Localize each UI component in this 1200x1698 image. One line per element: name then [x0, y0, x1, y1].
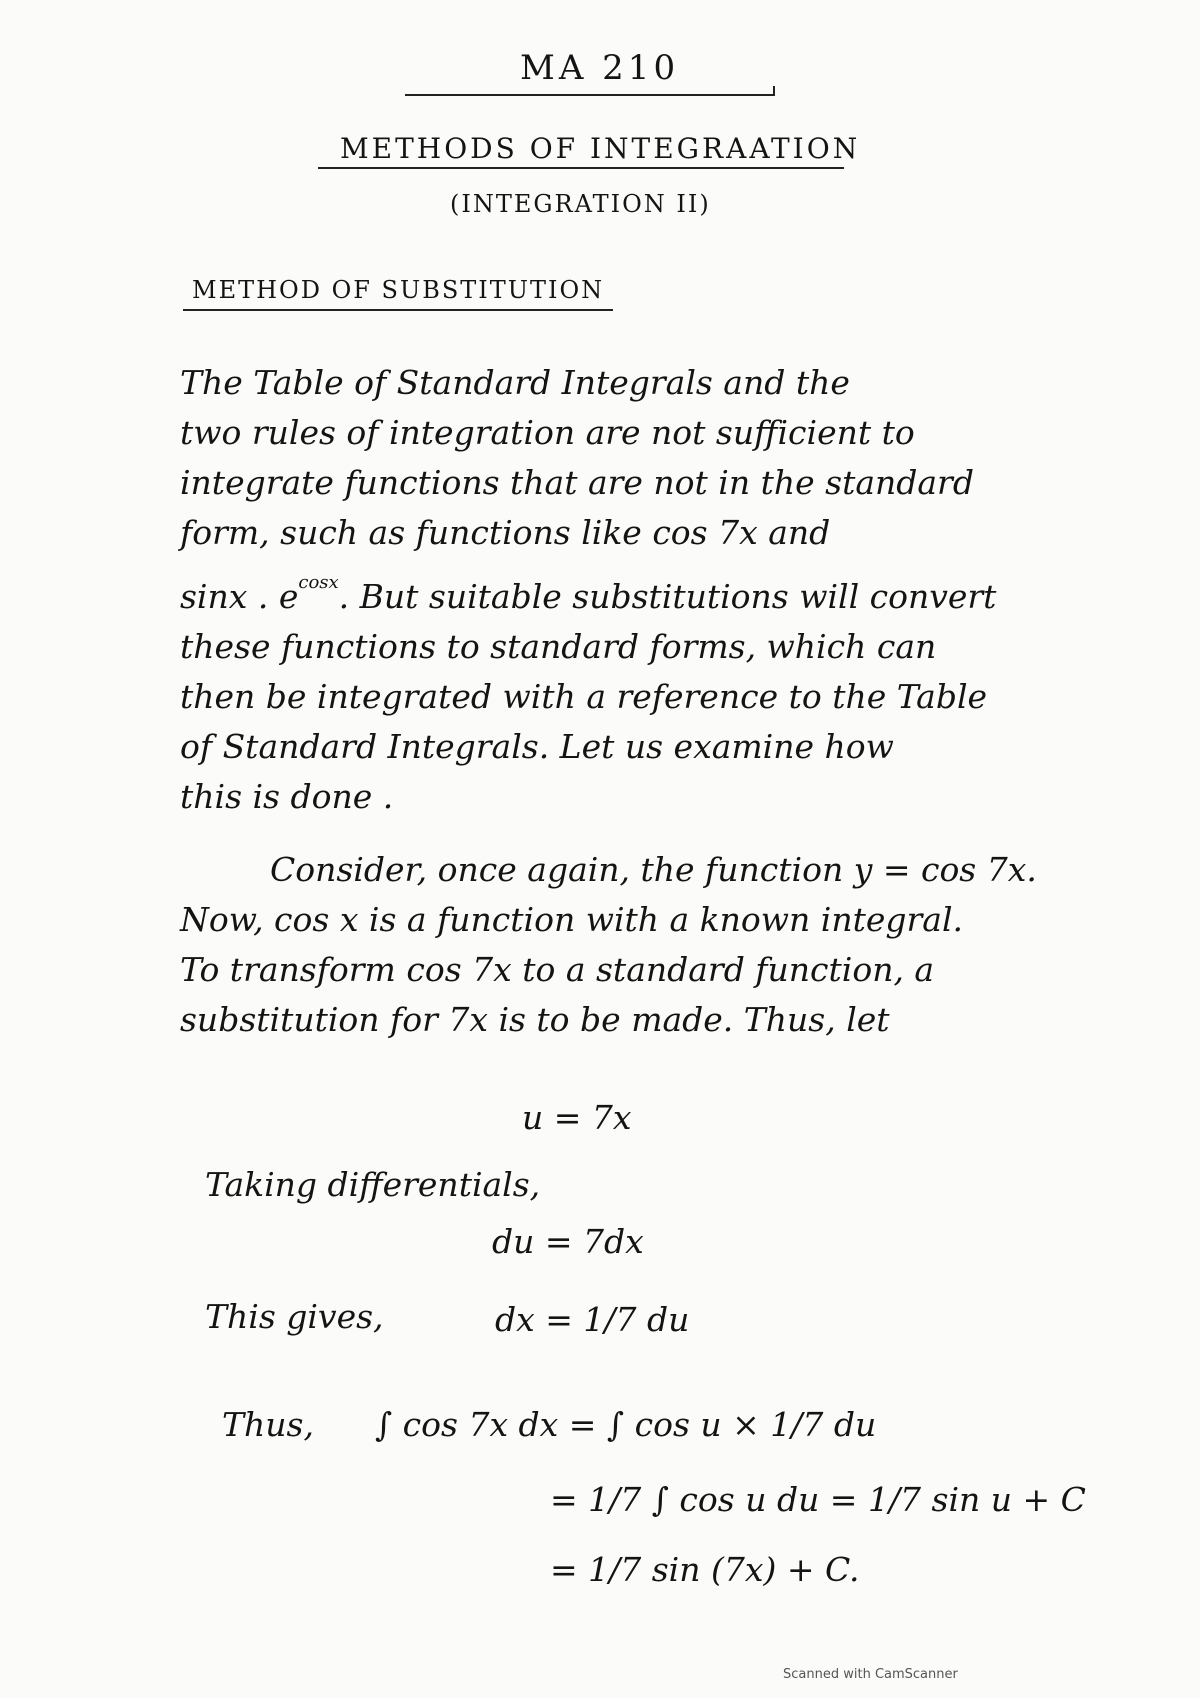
differential-equation: du = 7dx	[492, 1222, 644, 1261]
integral-step-3: = 1/7 sin (7x) + C.	[550, 1550, 860, 1589]
paragraph-line: substitution for 7x is to be made. Thus, let	[180, 1000, 890, 1039]
expression-base: sinx . e	[180, 577, 299, 616]
paragraph-line: To transform cos 7x to a standard function, a	[180, 950, 935, 989]
paragraph-line: of Standard Integrals. Let us examine how	[180, 727, 894, 766]
this-gives-label: This gives,	[205, 1297, 384, 1336]
paragraph-line: form, such as functions like cos 7x and	[180, 513, 831, 552]
page-subtitle: (INTEGRATION II)	[450, 190, 711, 218]
integral-step-1: ∫ cos 7x dx = ∫ cos u × 1/7 du	[375, 1405, 877, 1444]
paragraph-line: this is done .	[180, 777, 394, 816]
section-underline	[183, 309, 613, 311]
paragraph-line: then be integrated with a reference to the Table	[180, 677, 988, 716]
taking-differentials-label: Taking differentials,	[205, 1165, 541, 1204]
course-code: MA 210	[520, 48, 680, 88]
thus-label: Thus,	[222, 1405, 314, 1444]
line-continuation: . But suitable substitutions will convert	[338, 577, 997, 616]
course-underline	[405, 94, 775, 96]
paragraph-line: Consider, once again, the function y = cos 7x.	[270, 850, 1037, 889]
course-underline-tick	[773, 86, 775, 95]
dx-equation: dx = 1/7 du	[495, 1300, 690, 1339]
section-heading: METHOD OF SUBSTITUTION	[192, 276, 605, 304]
scanner-watermark: Scanned with CamScanner	[783, 1667, 958, 1682]
paragraph-line-with-exponent	[180, 558, 1110, 622]
paragraph-consider	[180, 845, 1110, 1045]
title-underline	[318, 167, 844, 169]
exponent-superscript: cosx	[298, 572, 339, 593]
page-title: METHODS OF INTEGRAATION	[340, 132, 861, 165]
integral-step-2: = 1/7 ∫ cos u du = 1/7 sin u + C	[550, 1480, 1086, 1519]
paragraph-line: two rules of integration are not sufficient to	[180, 413, 915, 452]
substitution-equation: u = 7x	[522, 1098, 632, 1137]
paragraph-intro	[180, 358, 1110, 822]
paragraph-line: The Table of Standard Integrals and the	[180, 363, 850, 402]
paragraph-line: these functions to standard forms, which can	[180, 627, 937, 666]
paragraph-line: integrate functions that are not in the standard	[180, 463, 974, 502]
paragraph-line: Now, cos x is a function with a known integral.	[180, 900, 963, 939]
